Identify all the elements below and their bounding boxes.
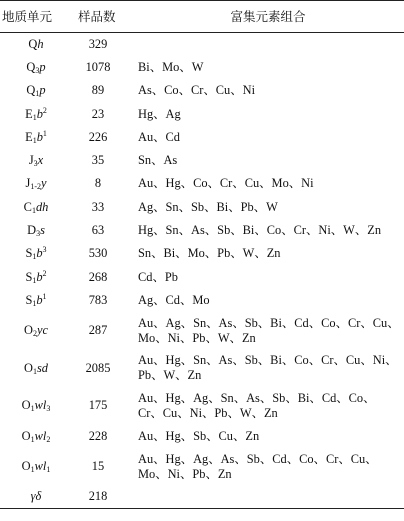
sample-count-cell: 35 <box>91 153 105 168</box>
unit-base: O <box>21 428 31 443</box>
unit-it: wl <box>34 398 47 413</box>
unit-sub: 1 <box>30 404 35 414</box>
unit-sub: 1 <box>32 135 37 145</box>
table-row <box>0 350 404 388</box>
geologic-unit-code <box>27 223 45 238</box>
sample-count-cell: 530 <box>88 246 108 261</box>
unit-base: O <box>24 323 33 338</box>
geologic-unit-cell <box>0 102 72 125</box>
geologic-unit-code <box>25 270 46 285</box>
table-row <box>0 149 404 172</box>
sample-count-cell: 175 <box>88 398 108 413</box>
unit-sub: 1 <box>32 366 37 376</box>
geologic-unit-cell <box>0 56 72 79</box>
element-assemblage-cell <box>132 33 404 56</box>
geologic-unit-code <box>25 107 47 122</box>
table-row <box>0 425 404 448</box>
geologic-unit-cell <box>0 312 72 350</box>
sample-count-cell: 63 <box>91 223 105 238</box>
table-row <box>0 126 404 149</box>
unit-it: wl <box>34 459 47 474</box>
unit-it: s <box>40 223 45 238</box>
table-row <box>0 448 404 486</box>
unit-sub: 2 <box>32 329 37 339</box>
geologic-unit-cell <box>0 126 72 149</box>
geologic-unit-cell <box>0 350 72 388</box>
unit-it: h <box>37 36 44 51</box>
geologic-unit-code <box>22 459 51 474</box>
unit-sub: 1 <box>32 275 37 285</box>
header-sample-count: 样品数 <box>72 1 132 33</box>
table-header-row <box>0 1 404 33</box>
sample-count-cell: 8 <box>94 176 102 191</box>
element-assemblage-cell: Sn、Bi、Mo、Pb、W、Zn <box>138 246 281 261</box>
element-assemblage-cell: Hg、Ag <box>138 106 181 121</box>
sample-count-cell: 783 <box>88 292 108 307</box>
element-assemblage-cell: Au、Hg、Sn、As、Sb、Bi、Co、Cr、Cu、Ni、Pb、W、Zn <box>138 353 398 383</box>
geologic-unit-code <box>22 429 51 444</box>
geologic-unit-code <box>24 361 48 376</box>
sample-count-cell: 226 <box>88 129 108 144</box>
unit-sub: 1-2 <box>30 182 41 192</box>
element-assemblage-cell: Au、Cd <box>138 129 180 144</box>
unit-it: b <box>36 292 43 307</box>
element-assemblage-cell: Hg、Sn、As、Sb、Bi、Co、Cr、Ni、W、Zn <box>138 223 382 238</box>
unit-sub: 1 <box>32 112 37 122</box>
table-row <box>0 56 404 79</box>
unit-it: b <box>36 269 43 284</box>
element-assemblage-cell: Au、Hg、Co、Cr、Cu、Mo、Ni <box>138 176 314 191</box>
geologic-unit-cell <box>0 242 72 265</box>
geologic-unit-code <box>24 200 49 215</box>
unit-it: b <box>36 129 43 144</box>
sample-count-cell: 218 <box>72 485 132 508</box>
unit-base: S <box>25 292 33 307</box>
unit-sup: 2 <box>42 105 47 115</box>
unit-base: S <box>25 246 33 261</box>
unit-sup: 2 <box>42 268 47 278</box>
element-assemblage-cell: Au、Hg、Sb、Cu、Zn <box>138 428 260 443</box>
sample-count-cell: 23 <box>91 106 105 121</box>
unit-base: O <box>24 360 33 375</box>
geologic-unit-code <box>25 130 47 145</box>
unit-base: O <box>21 459 31 474</box>
table-row <box>0 387 404 425</box>
unit-sub: 1 <box>31 205 36 215</box>
unit-sub: 1 <box>30 434 35 444</box>
sample-count-cell: 2085 <box>85 360 111 375</box>
table-row <box>0 102 404 125</box>
geologic-unit-code <box>22 398 51 413</box>
element-assemblage-cell: Ag、Cd、Mo <box>138 292 210 307</box>
element-assemblage-cell: Bi、Mo、W <box>138 59 204 74</box>
unit-it: y <box>41 176 47 191</box>
table-row <box>0 265 404 288</box>
geologic-unit-code <box>25 246 46 261</box>
geologic-unit-cell <box>0 485 72 508</box>
table-body <box>0 33 404 509</box>
geologic-unit-cell <box>0 425 72 448</box>
table-row <box>0 312 404 350</box>
sample-count-cell: 329 <box>88 36 108 51</box>
geologic-unit-cell <box>0 196 72 219</box>
unit-base: D <box>27 223 37 238</box>
unit-sup: 1 <box>42 291 47 301</box>
geologic-unit-code <box>26 176 47 191</box>
unit-sub2: 3 <box>46 404 51 414</box>
element-assemblage-cell: Au、Hg、Ag、Sn、As、Sb、Bi、Cd、Co、Cr、Cu、Ni、Pb、W、Zn <box>138 390 376 420</box>
geologic-unit-code <box>26 60 45 75</box>
unit-it: p <box>39 59 46 74</box>
unit-base: J <box>28 153 34 168</box>
table-row <box>0 196 404 219</box>
unit-sub: 1 <box>32 298 37 308</box>
unit-it: p <box>39 83 46 98</box>
unit-sub: 3 <box>36 229 41 239</box>
geologic-unit-code <box>31 489 42 504</box>
unit-it: b <box>36 246 43 261</box>
table-row <box>0 219 404 242</box>
unit-sub: 1 <box>30 465 35 475</box>
sample-count-cell: 15 <box>91 459 105 474</box>
unit-base: E <box>25 106 33 121</box>
unit-it: yc <box>36 323 48 338</box>
geologic-unit-cell <box>0 149 72 172</box>
element-assemblage-cell: Sn、As <box>138 153 178 168</box>
unit-sub2: 1 <box>46 465 51 475</box>
unit-base: Q <box>26 83 36 98</box>
table-row <box>0 33 404 56</box>
unit-base: Q <box>28 36 38 51</box>
table-row <box>0 79 404 102</box>
sample-count-cell: 287 <box>88 323 108 338</box>
geologic-unit-cell <box>0 387 72 425</box>
table-row <box>0 289 404 312</box>
unit-sub2: 2 <box>46 434 51 444</box>
unit-base: O <box>21 398 31 413</box>
element-assemblage-cell: Cd、Pb <box>138 269 178 284</box>
geologic-unit-cell <box>0 33 72 56</box>
geologic-unit-cell <box>0 219 72 242</box>
unit-base: S <box>25 269 33 284</box>
sample-count-cell: 33 <box>91 199 105 214</box>
element-assemblage-cell: Au、Hg、Ag、As、Sb、Cd、Co、Cr、Cu、Mo、Ni、Pb、Zn <box>138 451 378 481</box>
unit-sub: 1 <box>35 89 40 99</box>
geologic-unit-cell <box>0 265 72 288</box>
table-row <box>0 242 404 265</box>
geologic-unit-cell <box>0 172 72 195</box>
header-element-assemblage: 富集元素组合 <box>132 1 404 33</box>
geologic-unit-code <box>24 323 48 338</box>
table-row <box>0 172 404 195</box>
unit-it: b <box>36 106 43 121</box>
unit-it: wl <box>34 428 47 443</box>
unit-base: E <box>25 129 33 144</box>
unit-it: sd <box>36 360 48 375</box>
element-assemblage-cell: As、Co、Cr、Cu、Ni <box>138 83 256 98</box>
sample-count-cell: 1078 <box>85 59 111 74</box>
element-assemblage-cell <box>132 485 404 508</box>
sample-count-cell: 228 <box>88 428 108 443</box>
unit-sub: 3 <box>33 159 38 169</box>
geologic-unit-cell <box>0 79 72 102</box>
unit-it: x <box>37 153 44 168</box>
geologic-unit-code <box>25 293 46 308</box>
unit-sub: 1 <box>32 252 37 262</box>
geologic-unit-code <box>29 153 43 168</box>
unit-sup: 3 <box>42 245 47 255</box>
sample-count-cell: 89 <box>91 83 105 98</box>
unit-it: γδ <box>30 489 42 504</box>
geologic-unit-cell <box>0 448 72 486</box>
unit-base: J <box>25 176 31 191</box>
unit-sup: 1 <box>42 128 47 138</box>
unit-base: C <box>23 199 32 214</box>
unit-it: dh <box>35 199 49 214</box>
unit-base: Q <box>26 59 36 74</box>
header-geologic-unit: 地质单元 <box>0 1 72 33</box>
element-assemblage-cell: Au、Ag、Sn、As、Sb、Bi、Cd、Co、Cr、Cu、Mo、Ni、Pb、W、Zn <box>138 315 400 345</box>
geologic-unit-code <box>26 83 45 98</box>
table-row <box>0 485 404 508</box>
geologic-unit-code <box>28 37 43 52</box>
element-assemblage-cell: Ag、Sn、Sb、Bi、Pb、W <box>138 199 278 214</box>
sample-count-cell: 268 <box>88 269 108 284</box>
unit-sub: 3 <box>35 65 40 75</box>
geologic-unit-cell <box>0 289 72 312</box>
